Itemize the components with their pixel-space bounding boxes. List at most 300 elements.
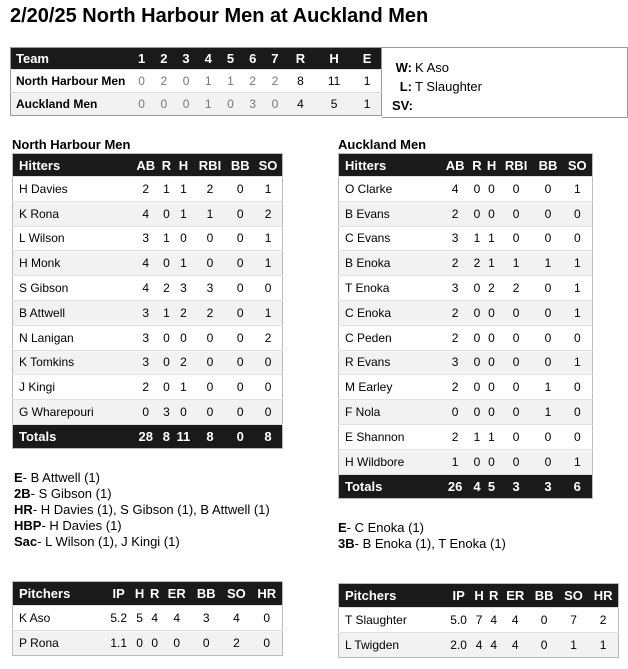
pitchers-column-header: H [132, 582, 147, 606]
hitter-stat: 1 [194, 201, 227, 226]
hitter-stat: 0 [470, 276, 485, 301]
pitcher-stat: 4 [162, 606, 191, 631]
hitter-row [339, 177, 593, 202]
hitter-row [339, 276, 593, 301]
hitters-column-header: SO [563, 154, 593, 177]
hitter-name: N Lanigan [13, 325, 132, 350]
hitter-stat: 2 [194, 300, 227, 325]
hitter-name: G Wharepouri [13, 400, 132, 425]
hitter-name: J Kingi [13, 375, 132, 400]
pitching-decisions [382, 47, 628, 118]
hitter-stat: 0 [499, 350, 534, 375]
hitter-stat: 0 [499, 400, 534, 425]
hitter-stat: 1 [254, 226, 282, 251]
hitter-name: K Tomkins [13, 350, 132, 375]
pitcher-stat: 2.0 [446, 633, 472, 658]
hitter-stat: 0 [499, 449, 534, 474]
hitter-stat: 3 [441, 276, 470, 301]
hitter-stat: 1 [484, 226, 499, 251]
pitchers-header-row [339, 584, 619, 608]
line-score-h: 5 [315, 93, 353, 116]
loss-label: L: [399, 79, 412, 94]
totals-stat: 5 [484, 474, 499, 498]
hitter-stat: 0 [173, 325, 193, 350]
hitter-stat: 1 [160, 300, 174, 325]
hitters-column-header: H [173, 154, 193, 177]
hitter-stat: 0 [533, 449, 562, 474]
inning-score: 0 [131, 70, 153, 93]
hitters-column-header: RBI [499, 154, 534, 177]
hitter-row [339, 375, 593, 400]
hitter-stat: 1 [160, 226, 174, 251]
pitcher-name: T Slaughter [339, 608, 446, 633]
pitcher-stat: 5.0 [446, 608, 472, 633]
hitter-stat: 2 [132, 177, 160, 202]
hitters-column-header: R [160, 154, 174, 177]
hitter-stat: 3 [173, 276, 193, 301]
hitter-stat: 0 [160, 201, 174, 226]
hitter-stat: 0 [533, 201, 562, 226]
hitter-stat: 0 [499, 375, 534, 400]
hitter-stat: 0 [533, 276, 562, 301]
inning-score: 0 [175, 70, 197, 93]
hitters-column-header: AB [132, 154, 160, 177]
pitchers-column-header: R [486, 584, 501, 608]
hitter-stat: 0 [533, 350, 562, 375]
win-label: W: [395, 60, 412, 75]
inning-score: 0 [153, 93, 175, 116]
pitchers-column-header: BB [191, 582, 221, 606]
note-text: - H Davies (1), S Gibson (1), B Attwell (1) [32, 502, 270, 517]
hitters-column-header: Hitters [339, 154, 441, 177]
note-label: HR [14, 502, 33, 517]
hitter-stat: 0 [226, 350, 254, 375]
hitter-name: B Attwell [13, 300, 132, 325]
hitter-stat: 0 [484, 350, 499, 375]
pitcher-stat: 5 [132, 606, 147, 631]
pitcher-row [13, 606, 283, 631]
hitter-name: O Clarke [339, 177, 441, 202]
pitcher-stat: 7 [559, 608, 588, 633]
hitters-column-header: BB [533, 154, 562, 177]
pitcher-name: K Aso [13, 606, 106, 631]
hitter-stat: 0 [499, 226, 534, 251]
hitter-stat: 2 [254, 325, 282, 350]
hitter-stat: 0 [160, 375, 174, 400]
pitcher-name: L Twigden [339, 633, 446, 658]
totals-stat: 4 [470, 474, 485, 498]
line-score-header: R [286, 48, 315, 70]
inning-score: 3 [242, 93, 264, 116]
hitters-column-header: RBI [194, 154, 227, 177]
pitcher-stat: 4 [221, 606, 251, 631]
totals-row [339, 474, 593, 498]
pitchers-column-header: R [147, 582, 162, 606]
away-hitters-table [12, 153, 283, 449]
pitchers-column-header: Pitchers [13, 582, 106, 606]
save-label: SV: [392, 98, 413, 113]
pitcher-stat: 0 [191, 631, 221, 656]
inning-score: 2 [264, 70, 286, 93]
hitter-stat: 0 [254, 375, 282, 400]
totals-label: Totals [13, 424, 132, 448]
hitter-row [339, 400, 593, 425]
note-text: - H Davies (1) [41, 518, 122, 533]
pitcher-stat: 0 [252, 606, 283, 631]
pitchers-column-header: ER [162, 582, 191, 606]
hitter-stat: 0 [563, 201, 593, 226]
hitter-stat: 0 [563, 375, 593, 400]
hitter-stat: 2 [194, 177, 227, 202]
inning-score: 2 [242, 70, 264, 93]
pitcher-row [13, 631, 283, 656]
hitters-column-header: Hitters [13, 154, 132, 177]
hitter-stat: 0 [484, 449, 499, 474]
hitter-stat: 1 [173, 375, 193, 400]
note-text: - B Attwell (1) [22, 470, 100, 485]
pitcher-stat: 1 [588, 633, 618, 658]
hitter-stat: 2 [173, 300, 193, 325]
pitcher-stat: 4 [486, 608, 501, 633]
hitter-stat: 2 [132, 375, 160, 400]
pitcher-stat: 2 [588, 608, 618, 633]
hitter-stat: 0 [226, 201, 254, 226]
totals-stat: 8 [254, 424, 282, 448]
hitter-stat: 1 [533, 400, 562, 425]
hitters-column-header: AB [441, 154, 470, 177]
hitter-name: T Enoka [339, 276, 441, 301]
pitcher-stat: 4 [501, 633, 529, 658]
totals-stat: 28 [132, 424, 160, 448]
away-team-name: North Harbour Men [12, 137, 131, 152]
pitcher-stat: 4 [147, 606, 162, 631]
hitter-stat: 0 [470, 449, 485, 474]
line-score-header: E [353, 48, 381, 70]
line-score-r: 4 [286, 93, 315, 116]
hitter-stat: 0 [484, 375, 499, 400]
hitter-stat: 0 [194, 226, 227, 251]
line-score-header: H [315, 48, 353, 70]
hitter-stat: 0 [160, 325, 174, 350]
hitter-stat: 0 [226, 300, 254, 325]
hitter-row [339, 350, 593, 375]
hitter-stat: 3 [132, 350, 160, 375]
pitchers-column-header: HR [252, 582, 283, 606]
hitter-stat: 0 [194, 375, 227, 400]
hitter-name: H Wildbore [339, 449, 441, 474]
totals-stat: 8 [194, 424, 227, 448]
pitchers-column-header: ER [501, 584, 529, 608]
hitter-stat: 2 [441, 375, 470, 400]
pitchers-column-header: Pitchers [339, 584, 446, 608]
hitter-name: C Evans [339, 226, 441, 251]
hitter-stat: 3 [132, 325, 160, 350]
inning-score: 1 [197, 93, 219, 116]
hitter-stat: 1 [533, 375, 562, 400]
hitter-stat: 0 [226, 251, 254, 276]
hitter-stat: 1 [563, 177, 593, 202]
hitter-stat: 3 [132, 300, 160, 325]
hitter-row [13, 177, 283, 202]
hitter-stat: 0 [173, 400, 193, 425]
hitter-stat: 2 [173, 350, 193, 375]
hitter-stat: 0 [470, 201, 485, 226]
pitcher-name: P Rona [13, 631, 106, 656]
line-score-e: 1 [353, 93, 381, 116]
hitter-stat: 0 [226, 226, 254, 251]
pitcher-stat: 0 [162, 631, 191, 656]
line-score-team: North Harbour Men [11, 70, 131, 93]
hitter-stat: 0 [226, 177, 254, 202]
hitter-stat: 2 [254, 201, 282, 226]
hitter-stat: 1 [470, 226, 485, 251]
totals-stat: 26 [441, 474, 470, 498]
hitter-stat: 2 [160, 276, 174, 301]
hitter-name: E Shannon [339, 424, 441, 449]
hitter-stat: 2 [484, 276, 499, 301]
hitter-stat: 3 [160, 400, 174, 425]
hitter-row [13, 350, 283, 375]
home-pitchers-table [338, 583, 619, 658]
line-score-header: 4 [197, 48, 219, 70]
hitter-stat: 0 [499, 424, 534, 449]
hitter-stat: 0 [533, 325, 562, 350]
hitters-column-header: R [470, 154, 485, 177]
pitcher-stat: 4 [486, 633, 501, 658]
hitter-stat: 1 [173, 177, 193, 202]
hitter-name: C Enoka [339, 300, 441, 325]
hitter-stat: 1 [173, 201, 193, 226]
note-line [14, 486, 270, 502]
totals-row [13, 424, 283, 448]
hitter-stat: 0 [194, 251, 227, 276]
hitter-row [13, 226, 283, 251]
hitter-stat: 4 [441, 177, 470, 202]
pitcher-stat: 0 [529, 608, 558, 633]
hitter-stat: 3 [441, 226, 470, 251]
hitter-row [339, 201, 593, 226]
line-score-h: 11 [315, 70, 353, 93]
totals-stat: 0 [226, 424, 254, 448]
hitter-stat: 1 [563, 276, 593, 301]
line-score-header: 7 [264, 48, 286, 70]
hitter-row [13, 276, 283, 301]
hitter-row [13, 251, 283, 276]
hitter-stat: 0 [470, 325, 485, 350]
pitcher-stat: 5.2 [105, 606, 132, 631]
pitcher-stat: 1.1 [105, 631, 132, 656]
hitter-stat: 4 [132, 276, 160, 301]
note-text: - L Wilson (1), J Kingi (1) [37, 534, 180, 549]
hitter-row [13, 201, 283, 226]
hitter-name: R Evans [339, 350, 441, 375]
hitter-stat: 3 [132, 226, 160, 251]
hitters-column-header: SO [254, 154, 282, 177]
totals-stat: 3 [533, 474, 562, 498]
line-score-r: 8 [286, 70, 315, 93]
hitter-row [339, 226, 593, 251]
hitter-stat: 1 [470, 424, 485, 449]
inning-score: 0 [131, 93, 153, 116]
inning-score: 1 [219, 70, 241, 93]
line-score-row [11, 93, 382, 116]
hitter-row [339, 449, 593, 474]
hitter-row [339, 325, 593, 350]
pitchers-column-header: H [472, 584, 487, 608]
hitter-stat: 0 [533, 300, 562, 325]
hitter-name: H Monk [13, 251, 132, 276]
line-score-header: 5 [219, 48, 241, 70]
hitter-row [13, 400, 283, 425]
hitter-stat: 1 [160, 177, 174, 202]
hitter-name: M Earley [339, 375, 441, 400]
pitchers-column-header: SO [559, 584, 588, 608]
pitcher-row [339, 608, 619, 633]
line-score-team: Auckland Men [11, 93, 131, 116]
hitter-stat: 0 [484, 325, 499, 350]
hitter-stat: 0 [533, 226, 562, 251]
hitter-stat: 0 [194, 350, 227, 375]
totals-stat: 8 [160, 424, 174, 448]
hitter-stat: 0 [470, 400, 485, 425]
away-pitchers-table [12, 581, 283, 656]
hitter-stat: 0 [499, 325, 534, 350]
hitter-stat: 0 [226, 276, 254, 301]
note-label: E [338, 520, 347, 535]
hitter-stat: 2 [441, 325, 470, 350]
pitcher-stat: 3 [191, 606, 221, 631]
hitter-stat: 1 [441, 449, 470, 474]
hitter-name: B Enoka [339, 251, 441, 276]
line-score-row [11, 70, 382, 93]
hitter-stat: 0 [226, 375, 254, 400]
pitchers-header-row [13, 582, 283, 606]
note-label: HBP [14, 518, 42, 533]
hitter-row [339, 251, 593, 276]
hitter-stat: 0 [484, 201, 499, 226]
losing-pitcher: T Slaughter [415, 79, 482, 94]
hitter-stat: 0 [132, 400, 160, 425]
hitter-name: C Peden [339, 325, 441, 350]
totals-label: Totals [339, 474, 441, 498]
hitter-stat: 2 [499, 276, 534, 301]
note-line [14, 470, 270, 486]
note-line [338, 520, 506, 536]
hitter-name: F Nola [339, 400, 441, 425]
line-score-table [10, 47, 382, 116]
pitcher-stat: 4 [501, 608, 529, 633]
pitchers-column-header: SO [221, 582, 251, 606]
hitter-row [13, 325, 283, 350]
hitter-row [339, 300, 593, 325]
hitter-stat: 2 [441, 251, 470, 276]
hitter-stat: 0 [563, 400, 593, 425]
hitter-stat: 0 [254, 400, 282, 425]
hitter-stat: 0 [226, 325, 254, 350]
note-label: 2B [14, 486, 31, 501]
hitter-stat: 1 [484, 251, 499, 276]
inning-score: 0 [264, 93, 286, 116]
hitter-stat: 0 [254, 276, 282, 301]
home-hitters-table [338, 153, 593, 499]
hitter-stat: 1 [254, 300, 282, 325]
pitcher-stat: 0 [132, 631, 147, 656]
hitter-row [339, 424, 593, 449]
hitter-stat: 2 [441, 424, 470, 449]
hitter-stat: 0 [160, 350, 174, 375]
inning-score: 0 [219, 93, 241, 116]
hitter-row [13, 375, 283, 400]
line-score-header: 1 [131, 48, 153, 70]
hitter-stat: 2 [470, 251, 485, 276]
inning-score: 2 [153, 70, 175, 93]
hitter-stat: 4 [132, 201, 160, 226]
winning-pitcher: K Aso [415, 60, 449, 75]
hitter-name: L Wilson [13, 226, 132, 251]
line-score-header: 2 [153, 48, 175, 70]
hitter-stat: 0 [533, 424, 562, 449]
pitcher-stat: 2 [221, 631, 251, 656]
hitter-stat: 1 [533, 251, 562, 276]
hitter-name: K Rona [13, 201, 132, 226]
line-score-e: 1 [353, 70, 381, 93]
hitter-name: S Gibson [13, 276, 132, 301]
hitter-stat: 0 [226, 400, 254, 425]
hitter-stat: 1 [563, 449, 593, 474]
note-line [14, 502, 270, 518]
hitter-stat: 0 [194, 325, 227, 350]
pitcher-stat: 0 [147, 631, 162, 656]
hitter-stat: 1 [499, 251, 534, 276]
inning-score: 0 [175, 93, 197, 116]
note-text: - B Enoka (1), T Enoka (1) [354, 536, 506, 551]
home-team-name: Auckland Men [338, 137, 427, 152]
pitcher-stat: 4 [472, 633, 487, 658]
totals-stat: 3 [499, 474, 534, 498]
hitter-stat: 0 [484, 400, 499, 425]
hitter-stat: 0 [470, 350, 485, 375]
hitter-stat: 0 [533, 177, 562, 202]
hitter-stat: 0 [470, 300, 485, 325]
note-text: - C Enoka (1) [346, 520, 424, 535]
line-score-header: 6 [242, 48, 264, 70]
hitters-column-header: BB [226, 154, 254, 177]
home-batting-notes [338, 520, 506, 552]
note-text: - S Gibson (1) [30, 486, 112, 501]
hitter-stat: 0 [441, 400, 470, 425]
hitter-row [13, 300, 283, 325]
hitter-stat: 0 [499, 300, 534, 325]
hitter-stat: 1 [254, 251, 282, 276]
hitter-stat: 1 [563, 300, 593, 325]
line-score-header: Team [11, 48, 131, 70]
note-line [14, 518, 270, 534]
note-line [14, 534, 270, 550]
hitter-stat: 0 [254, 350, 282, 375]
hitter-stat: 1 [173, 251, 193, 276]
hitter-stat: 1 [484, 424, 499, 449]
line-score-header: 3 [175, 48, 197, 70]
hitter-stat: 3 [441, 350, 470, 375]
pitchers-column-header: IP [105, 582, 132, 606]
hitter-stat: 0 [563, 424, 593, 449]
hitter-stat: 1 [254, 177, 282, 202]
pitcher-stat: 0 [252, 631, 283, 656]
inning-score: 1 [197, 70, 219, 93]
hitter-stat: 2 [441, 300, 470, 325]
totals-stat: 6 [563, 474, 593, 498]
pitchers-column-header: HR [588, 584, 618, 608]
